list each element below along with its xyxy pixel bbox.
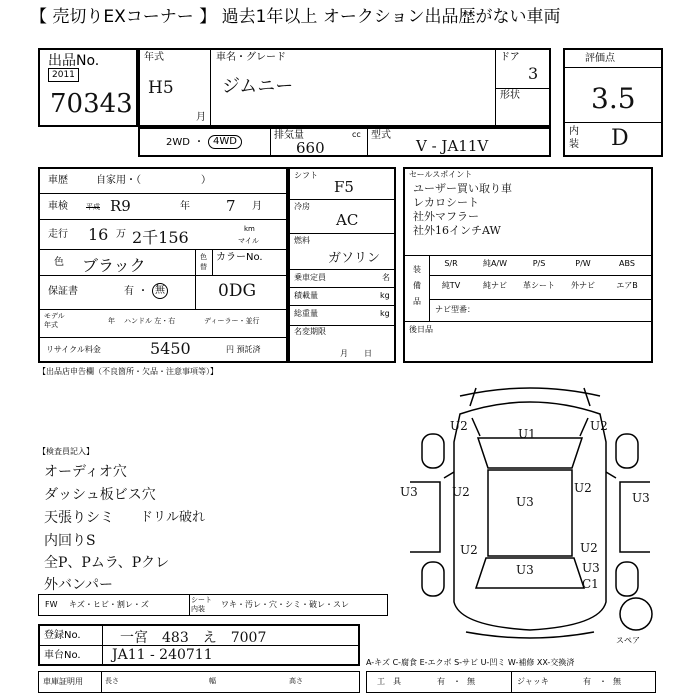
drive-2wd: 2WD xyxy=(166,137,190,148)
jack-dot: ・ xyxy=(599,677,607,686)
lot-label: 出品No. xyxy=(48,53,100,69)
garage-doc-row xyxy=(38,671,360,693)
seat-items: ワキ・汚レ・穴・シミ・破レ・スレ xyxy=(221,600,349,609)
drive-4wd: 4WD xyxy=(208,135,242,149)
displacement-value: 660 xyxy=(296,139,325,157)
fuel-label: 燃料 xyxy=(294,236,310,245)
len-label: 長さ xyxy=(105,677,119,685)
color-label: 色 xyxy=(54,257,64,268)
inspector-note-7: 外バンパー xyxy=(44,577,114,593)
interior-label-2: 装 xyxy=(569,139,579,150)
model-year-label-1: モデル xyxy=(44,312,65,320)
cc-unit: cc xyxy=(352,130,361,139)
name-change-label: 名変期限 xyxy=(294,327,326,336)
inspector-note-5: 内回りS xyxy=(44,533,96,549)
header-title: 【 売切りEXコーナー 】 過去1年以上 オークション出品歴がない車両 xyxy=(30,7,561,27)
doors-value: 3 xyxy=(528,64,539,83)
navi-label: ナビ型番： xyxy=(435,305,475,314)
mark-roof: U3 xyxy=(516,495,534,509)
mark-left-fender: U2 xyxy=(452,485,470,499)
registration-box xyxy=(38,624,360,666)
sales-equipment-box xyxy=(403,167,653,363)
inspection-month: 7 xyxy=(226,197,236,215)
history-box xyxy=(38,167,288,363)
mileage-rest: 2千156 xyxy=(132,228,189,247)
lot-number-box xyxy=(38,48,138,127)
inspector-note-3: 天張りシミ xyxy=(44,510,114,526)
equipment-label-3: 品 xyxy=(413,297,421,306)
jack-no: 無 xyxy=(613,677,621,686)
mileage-man-unit: 万 xyxy=(116,229,126,240)
shift-label: シフト xyxy=(294,171,318,180)
color-value: ブラック xyxy=(82,256,146,275)
name-change-unit: 月 日 xyxy=(340,349,372,358)
tools-yes: 有 xyxy=(437,677,445,686)
inspection-label: 車検 xyxy=(48,201,68,212)
ac-value: AC xyxy=(336,211,359,229)
ac-label: 冷房 xyxy=(294,202,310,211)
inspection-era: 平成 xyxy=(86,203,100,211)
model-label: 型式 xyxy=(371,130,391,141)
model-value: V - JA11V xyxy=(416,137,489,155)
lot-year-tag: 2011 xyxy=(48,68,79,82)
color-no-label: カラーNo. xyxy=(216,252,263,263)
history-label: 車歴 xyxy=(48,175,68,186)
specs-box xyxy=(288,167,396,363)
equip-aw: 純A/W xyxy=(482,259,508,268)
dealer-report-label: 【出品店申告欄（不良箇所・欠品・注意事項等）】 xyxy=(38,367,218,376)
grade-label: 評価点 xyxy=(585,53,615,64)
reg-value: 一宮 483 え 7007 xyxy=(120,630,267,646)
equip-leather: 革シート xyxy=(523,281,555,290)
color-no-value: 0DG xyxy=(218,281,257,301)
model-year-unit: 年 xyxy=(108,317,115,325)
sales-points-label: セールスポイント xyxy=(409,170,473,179)
mark-rear-right: U3 xyxy=(582,561,600,575)
width-label: 幅 xyxy=(209,677,216,685)
inspector-note-2: ダッシュ板ビス穴 xyxy=(44,487,156,503)
year-value: H5 xyxy=(148,78,174,98)
inspector-label: 【検査員記入】 xyxy=(38,447,94,456)
fw-label: FW xyxy=(45,600,58,609)
gross-unit: kg xyxy=(380,309,390,318)
warranty-dot: ・ xyxy=(138,286,148,297)
gross-label: 総重量 xyxy=(294,309,318,318)
equip-sr: S/R xyxy=(444,259,458,268)
inspector-note-1: オーディオ穴 xyxy=(44,464,127,480)
name-label: 車名・グレード xyxy=(216,52,286,63)
recycle-amount: 5450 xyxy=(150,339,191,358)
sales-point-2: レカロシート xyxy=(413,196,479,209)
handle-label: ハンドル 左・右 xyxy=(124,317,176,325)
mark-front-left: U2 xyxy=(450,419,468,433)
header-bar xyxy=(0,0,700,36)
doc-label: 車庫証明用 xyxy=(43,677,83,686)
mark-right-rear: U2 xyxy=(580,541,598,555)
sales-point-1: ユーザー買い取り車 xyxy=(413,182,512,195)
inspection-year: R9 xyxy=(110,197,131,215)
legend-text: A-キズ C-腐食 E-エクボ S-サビ U-凹ミ W-補修 XX-交換済 xyxy=(366,658,575,667)
after-date-label: 後日品 xyxy=(409,325,433,334)
month-label: 月 xyxy=(196,112,206,123)
mark-rear-corner: C1 xyxy=(582,577,599,591)
equip-pw: P/W xyxy=(575,259,591,268)
tools-row xyxy=(366,671,656,693)
name-value: ジムニー xyxy=(222,76,294,97)
reg-label: 登録No. xyxy=(44,630,81,641)
km-unit: km xyxy=(244,225,255,233)
equip-tv: 純TV xyxy=(441,281,461,290)
equip-ps: P/S xyxy=(532,259,546,268)
height-label: 高さ xyxy=(289,677,303,685)
inspection-month-unit: 月 xyxy=(252,201,262,212)
recycle-unit: 円 預託済 xyxy=(226,345,261,354)
interior-label-1: 内 xyxy=(569,126,579,137)
equip-ext-navi: 外ナビ xyxy=(571,281,595,290)
spare-label: スペア xyxy=(616,636,640,645)
mileage-man: 16 xyxy=(88,225,109,244)
inspector-note-6: 全P、Pムラ、Pクレ xyxy=(44,555,170,571)
mileage-label: 走行 xyxy=(48,229,68,240)
chassis-value: JA11 - 240711 xyxy=(112,647,213,663)
tools-label: 工 具 xyxy=(377,677,401,686)
inspector-note-4: ドリル破れ xyxy=(140,510,206,525)
fuel-value: ガソリン xyxy=(328,251,381,266)
recycle-label: リサイクル料金 xyxy=(46,345,101,354)
grade-score: 3.5 xyxy=(591,82,636,115)
mile-unit: マイル xyxy=(238,237,259,245)
paint-label-1: 色 xyxy=(200,253,207,261)
lot-number: 70343 xyxy=(50,89,133,119)
shift-value: F5 xyxy=(334,178,354,196)
drive-row xyxy=(138,127,551,157)
equip-airbag: エアB xyxy=(616,281,638,290)
jack-yes: 有 xyxy=(583,677,591,686)
warranty-label: 保証書 xyxy=(48,286,78,297)
tools-dot: ・ xyxy=(453,677,461,686)
sales-point-4: 社外16インチAW xyxy=(413,224,501,237)
warranty-yes: 有 xyxy=(124,286,134,297)
chassis-label: 車台No. xyxy=(44,650,81,661)
inspection-year-unit: 年 xyxy=(180,201,190,212)
mark-right-door: U3 xyxy=(632,491,650,505)
mark-hood: U1 xyxy=(518,427,536,441)
equip-navi: 純ナビ xyxy=(483,281,507,290)
sales-point-3: 社外マフラー xyxy=(413,210,479,223)
capacity-unit: 名 xyxy=(382,273,390,282)
tools-no: 無 xyxy=(467,677,475,686)
interior-grade: D xyxy=(611,126,629,151)
equipment-label-1: 装 xyxy=(413,265,421,274)
seat-label-1: シート xyxy=(191,596,212,604)
load-unit: kg xyxy=(380,291,390,300)
mark-front-right: U2 xyxy=(590,419,608,433)
drive-dot: ・ xyxy=(194,137,204,148)
displacement-label: 排気量 xyxy=(274,130,304,141)
load-label: 積載量 xyxy=(294,291,318,300)
mark-left-rear: U2 xyxy=(460,543,478,557)
equip-abs: ABS xyxy=(619,259,635,268)
shape-label: 形状 xyxy=(500,90,520,101)
vehicle-info-box xyxy=(138,48,551,127)
model-year-label-2: 年式 xyxy=(44,321,58,329)
year-label: 年式 xyxy=(144,52,164,63)
seat-label-2: 内装 xyxy=(191,605,205,613)
mark-rear-window: U3 xyxy=(516,563,534,577)
equipment-label-2: 備 xyxy=(413,281,421,290)
mark-left-door: U3 xyxy=(400,485,418,499)
grade-box xyxy=(563,48,663,157)
mark-right-fender: U2 xyxy=(574,481,592,495)
paint-label-2: 替 xyxy=(200,263,207,271)
dealer-label: ディーラー・並行 xyxy=(204,317,260,325)
history-options: 自家用・（ ） xyxy=(96,175,211,186)
fw-items: キズ・ヒビ・割レ・ズ xyxy=(69,600,149,609)
warranty-no: 無 xyxy=(152,283,168,299)
car-diagram xyxy=(400,382,660,652)
jack-label: ジャッキ xyxy=(517,677,549,686)
doors-label: ドア xyxy=(500,52,520,63)
capacity-label: 乗車定員 xyxy=(294,273,326,282)
defects-row xyxy=(38,594,388,616)
